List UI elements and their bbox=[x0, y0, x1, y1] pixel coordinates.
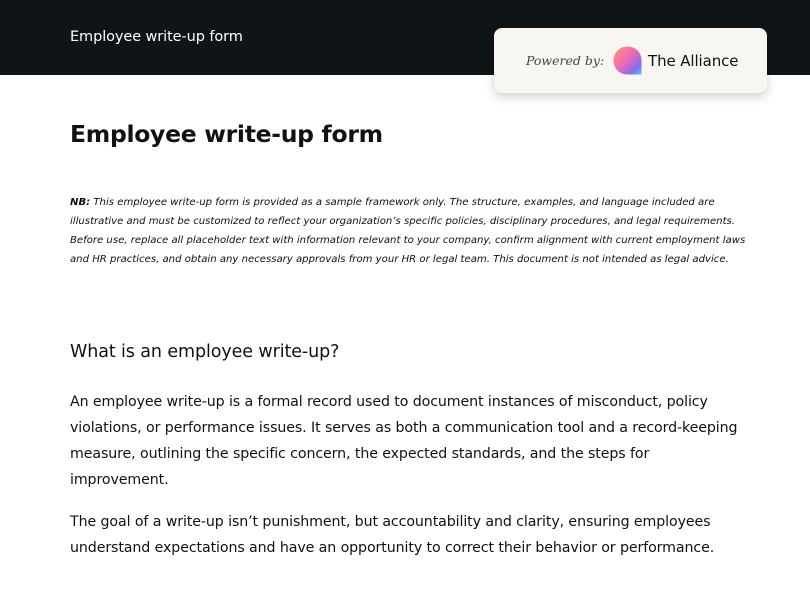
note-text: This employee write-up form is provided as a sample framework only. The structure, examples, and language included are illustrative and must be customized to reflect your organization’s specific policies, disciplinary procedures, and legal requirements. Before use, replace all placeholder text with information relevant to your company, confirm alignment with current employment laws and HR practices, and obtain any necessary approvals from your HR or legal team. This document is not intended as legal advice. bbox=[70, 197, 746, 265]
header-title: Employee write-up form bbox=[70, 29, 243, 45]
disclaimer-note bbox=[70, 193, 746, 269]
page-title: Employee write-up form bbox=[70, 120, 383, 148]
paragraph: An employee write-up is a formal record used to document instances of misconduct, policy violations, or performance issues. It serves as both a communication tool and a record-keeping measure, outlining the specific concern, the expected standards, and the steps for improvement. bbox=[70, 394, 738, 488]
powered-by-badge[interactable] bbox=[494, 28, 767, 93]
powered-by-label: Powered by: bbox=[526, 53, 605, 68]
paragraph: The goal of a write-up isn’t punishment, but accountability and clarity, ensuring employees understand expectations and have an opportunity to correct their behavior or performance. bbox=[70, 514, 715, 556]
alliance-logo-icon bbox=[612, 45, 643, 76]
section-heading: What is an employee write-up? bbox=[70, 342, 340, 362]
brand-name: The Alliance bbox=[648, 52, 739, 70]
note-prefix: NB: bbox=[70, 197, 91, 208]
